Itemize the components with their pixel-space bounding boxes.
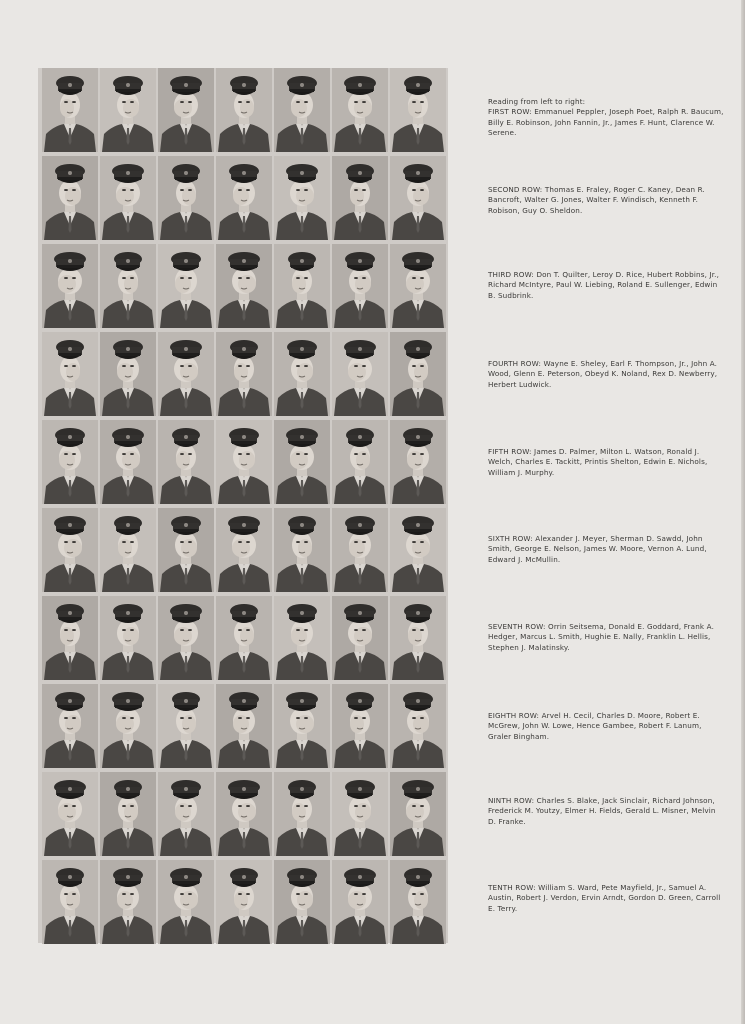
- soldier-portrait: [390, 684, 446, 768]
- caption-third-row: [488, 270, 724, 301]
- soldier-portrait: [332, 332, 388, 416]
- row-names: Don T. Quilter, Leroy D. Rice, Hubert Robbins, Jr., Richard McIntyre, Paul W. Liebing, Roland E. Sullenger, Edwin B. Sudbrink.: [488, 270, 720, 300]
- page-edge: [741, 0, 745, 1024]
- soldier-portrait: [332, 420, 388, 504]
- soldier-portrait: [332, 244, 388, 328]
- soldier-portrait: [100, 508, 156, 592]
- caption-fifth-row: [488, 447, 724, 478]
- soldier-portrait: [158, 860, 214, 944]
- portrait-row: [38, 508, 448, 594]
- soldier-portrait: [158, 156, 214, 240]
- soldier-portrait: [216, 244, 272, 328]
- row-label: SIXTH ROW:: [488, 534, 533, 543]
- soldier-portrait: [216, 772, 272, 856]
- caption-sixth-row: [488, 534, 724, 565]
- soldier-portrait: [42, 156, 98, 240]
- soldier-portrait: [100, 772, 156, 856]
- soldier-portrait: [216, 156, 272, 240]
- soldier-portrait: [332, 772, 388, 856]
- soldier-portrait: [274, 332, 330, 416]
- row-names: Thomas E. Fraley, Roger C. Kaney, Dean R. Bancroft, Walter G. Jones, Walter F. Windisch, Kenneth F. Robison, Guy O. Sheldon.: [488, 185, 705, 215]
- soldier-portrait: [42, 596, 98, 680]
- soldier-portrait: [390, 244, 446, 328]
- soldier-portrait: [332, 596, 388, 680]
- row-label: TENTH ROW:: [488, 883, 536, 892]
- row-names: James D. Palmer, Milton L. Watson, Ronald J. Welch, Charles E. Tackitt, Printis Shelton, Edwin E. Nichols, William J. Murphy.: [488, 447, 708, 477]
- soldier-portrait: [274, 684, 330, 768]
- soldier-portrait: [42, 772, 98, 856]
- soldier-portrait: [332, 156, 388, 240]
- soldier-portrait: [100, 596, 156, 680]
- caption-fourth-row: [488, 359, 724, 390]
- row-names: Arvel H. Cecil, Charles D. Moore, Robert E. McGrew, John W. Lowe, Hence Gambee, Robert F. Lanum, Graler Bingham.: [488, 711, 702, 741]
- soldier-portrait: [158, 68, 214, 152]
- row-label: SEVENTH ROW:: [488, 622, 546, 631]
- soldier-portrait: [274, 68, 330, 152]
- soldier-portrait: [332, 684, 388, 768]
- portrait-row: [38, 156, 448, 242]
- caption-tenth-row: [488, 883, 724, 914]
- soldier-portrait: [100, 860, 156, 944]
- portrait-row: [38, 420, 448, 506]
- soldier-portrait: [100, 420, 156, 504]
- soldier-portrait: [216, 860, 272, 944]
- row-names: Orrin Seitsema, Donald E. Goddard, Frank A. Hedger, Marcus L. Smith, Hughie E. Nally, Franklin L. Hellis, Stephen J. Malatinsky.: [488, 622, 715, 652]
- soldier-portrait: [42, 508, 98, 592]
- soldier-portrait: [216, 508, 272, 592]
- row-label: FIRST ROW:: [488, 107, 532, 117]
- soldier-portrait: [42, 684, 98, 768]
- soldier-portrait: [390, 860, 446, 944]
- caption-first-row: [488, 97, 724, 139]
- soldier-portrait: [158, 508, 214, 592]
- portrait-row: [38, 332, 448, 418]
- soldier-portrait: [216, 420, 272, 504]
- soldier-portrait: [42, 420, 98, 504]
- caption-seventh-row: [488, 622, 724, 653]
- soldier-portrait: [42, 332, 98, 416]
- soldier-portrait: [390, 420, 446, 504]
- caption-eighth-row: [488, 711, 724, 742]
- soldier-portrait: [274, 772, 330, 856]
- soldier-portrait: [216, 68, 272, 152]
- soldier-portrait: [274, 420, 330, 504]
- portrait-row: [38, 684, 448, 770]
- row-label: NINTH ROW:: [488, 796, 535, 805]
- soldier-portrait: [158, 244, 214, 328]
- soldier-portrait: [100, 156, 156, 240]
- soldier-portrait: [100, 244, 156, 328]
- row-names: Wayne E. Sheley, Earl F. Thompson, Jr., John A. Wood, Glenn E. Peterson, Obeyd K. Noland, Rex D. Newberry, Herbert Ludwick.: [488, 359, 718, 389]
- soldier-portrait: [158, 772, 214, 856]
- portrait-row: [38, 68, 448, 154]
- portrait-row: [38, 244, 448, 330]
- row-label: FIFTH ROW:: [488, 447, 532, 456]
- portrait-row: [38, 772, 448, 858]
- soldier-portrait: [158, 684, 214, 768]
- soldier-portrait: [158, 420, 214, 504]
- soldier-portrait: [42, 68, 98, 152]
- soldier-portrait: [42, 244, 98, 328]
- row-names: William S. Ward, Pete Mayfield, Jr., Samuel A. Austin, Robert J. Verdon, Ervin Arndt, Gordon D. Green, Carroll E. Terry.: [488, 883, 721, 913]
- caption-ninth-row: [488, 796, 724, 827]
- soldier-portrait: [390, 508, 446, 592]
- soldier-portrait: [332, 860, 388, 944]
- row-label: SECOND ROW:: [488, 185, 543, 194]
- soldier-portrait: [100, 684, 156, 768]
- soldier-portrait: [332, 68, 388, 152]
- soldier-portrait: [274, 508, 330, 592]
- soldier-portrait: [274, 596, 330, 680]
- portrait-row: [38, 596, 448, 682]
- soldier-portrait: [332, 508, 388, 592]
- soldier-portrait: [158, 332, 214, 416]
- soldier-portrait: [100, 68, 156, 152]
- row-names: Alexander J. Meyer, Sherman D. Sawdd, John Smith, George E. Nelson, James W. Moore, Vernon A. Lund, Edward J. McMullin.: [488, 534, 707, 564]
- row-names: Charles S. Blake, Jack Sinclair, Richard Johnson, Frederick M. Youtzy, Elmer H. Fields, Gerald L. Misner, Melvin D. Franke.: [488, 796, 716, 826]
- soldier-portrait: [274, 860, 330, 944]
- soldier-portrait: [158, 596, 214, 680]
- soldier-portrait: [42, 860, 98, 944]
- row-label: THIRD ROW:: [488, 270, 534, 279]
- caption-intro: Reading from left to right:: [488, 97, 586, 106]
- row-label: EIGHTH ROW:: [488, 711, 540, 720]
- portrait-row: [38, 860, 448, 946]
- row-label: FOURTH ROW:: [488, 359, 542, 368]
- soldier-portrait: [274, 156, 330, 240]
- soldier-portrait: [216, 596, 272, 680]
- soldier-portrait: [390, 156, 446, 240]
- soldier-portrait: [390, 772, 446, 856]
- soldier-portrait: [100, 332, 156, 416]
- portrait-grid: [38, 68, 448, 943]
- soldier-portrait: [216, 332, 272, 416]
- caption-second-row: [488, 185, 724, 216]
- soldier-portrait: [216, 684, 272, 768]
- soldier-portrait: [390, 596, 446, 680]
- soldier-portrait: [390, 68, 446, 152]
- row-names: Emmanuel Peppler, Joseph Poet, Ralph R. Baucum, Billy E. Robinson, John Fannin, Jr., James F. Hunt, Clarence W. Serene.: [488, 107, 724, 138]
- soldier-portrait: [390, 332, 446, 416]
- soldier-portrait: [274, 244, 330, 328]
